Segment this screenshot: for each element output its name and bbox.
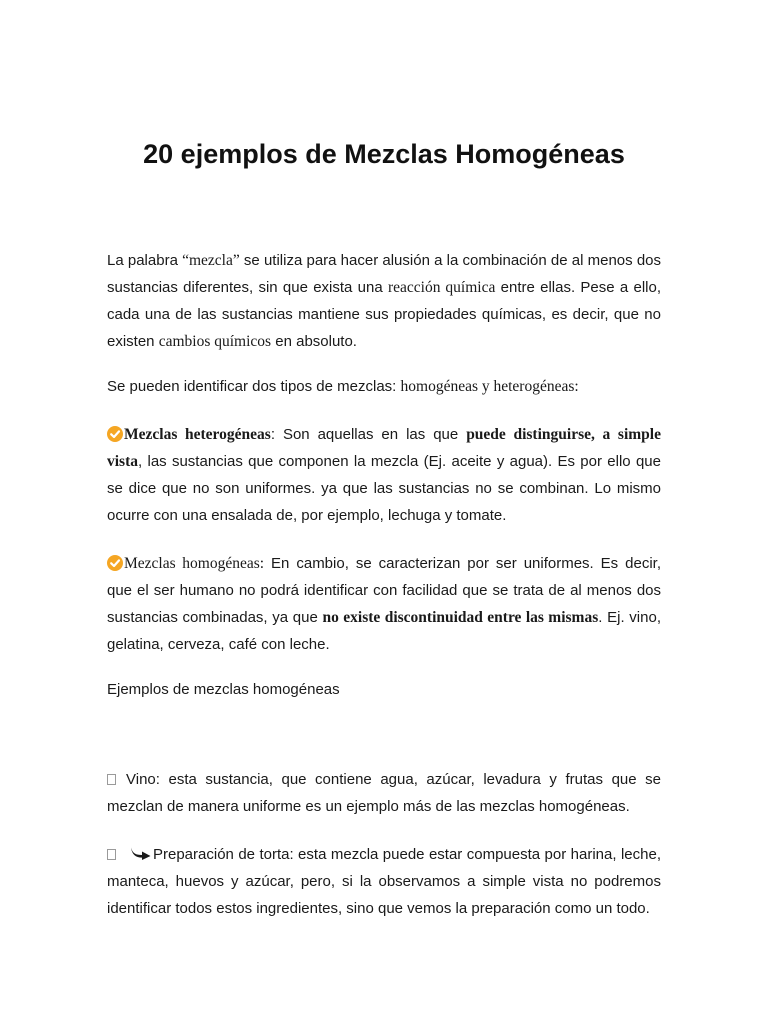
example-item-torta [107, 841, 661, 922]
example-item-vino [107, 766, 661, 820]
types-serif-text: homogéneas y heterogéneas: [400, 378, 579, 395]
missing-glyph-box-icon [107, 849, 116, 860]
heterogeneous-text: , las sustancias que componen la mezcla (Ej. aceite y agua). Es por ello que se dice que no son uniformes. ya que las sustancias no se combinan. Lo mismo ocurre con una ensalada de, por ejemplo, lechuga y tomate. [107, 453, 661, 524]
types-text: Se pueden identificar dos tipos de mezclas: [107, 378, 401, 395]
intro-serif-term: reacción química [387, 279, 496, 296]
heterogeneous-term: Mezclas heterogéneas [124, 426, 271, 443]
missing-glyph-box-icon [107, 774, 116, 785]
heterogeneous-bold-text: puede distinguirse, a simple vista [107, 426, 661, 470]
intro-text: se utiliza para hacer alusión a la combinación de al menos dos sustancias diferentes, sin que exista una [107, 252, 661, 296]
examples-heading: Ejemplos de mezclas homogéneas [107, 681, 340, 698]
homogeneous-text: . Ej. vino, gelatina, cerveza, café con leche. [107, 609, 661, 653]
homogeneous-term: Mezclas homogéneas: [124, 555, 265, 572]
intro-text: en absoluto. [271, 333, 357, 350]
homogeneous-bold-text: no existe discontinuidad entre las mismas [322, 609, 599, 626]
document-title: 20 ejemplos de Mezclas Homogéneas [143, 139, 625, 169]
intro-text: entre ellas. Pese a ello, cada una de las sustancias mantiene sus propiedades químicas, es decir, que no existen [107, 279, 661, 350]
intro-paragraph [107, 247, 661, 355]
intro-text: La palabra [107, 252, 183, 269]
heterogeneous-paragraph [107, 421, 661, 529]
homogeneous-paragraph [107, 550, 661, 658]
example-text: Vino: esta sustancia, que contiene agua, azúcar, levadura y frutas que se mezclan de manera uniforme es un ejemplo más de las mezclas homogéneas. [107, 771, 661, 815]
types-paragraph [107, 373, 661, 400]
orange-check-circle-icon [107, 555, 123, 571]
heterogeneous-text: : Son aquellas en las que [270, 426, 467, 443]
example-text: Preparación de torta: esta mezcla puede estar compuesta por harina, leche, manteca, huevos y azúcar, pero, si la observamos a simple vista no podremos identificar todos estos ingredientes, sino que vemos la preparación como un todo. [107, 846, 661, 917]
curved-arrow-right-icon [130, 846, 152, 860]
homogeneous-text: En cambio, se caracterizan por ser uniformes. Es decir, que el ser humano no podrá identificar con facilidad que se trata de al menos dos sustancias combinadas, ya que [107, 555, 661, 626]
intro-quoted-term: “mezcla” [182, 252, 240, 269]
intro-serif-term: cambios químicos [158, 333, 272, 350]
orange-check-circle-icon [107, 426, 123, 442]
